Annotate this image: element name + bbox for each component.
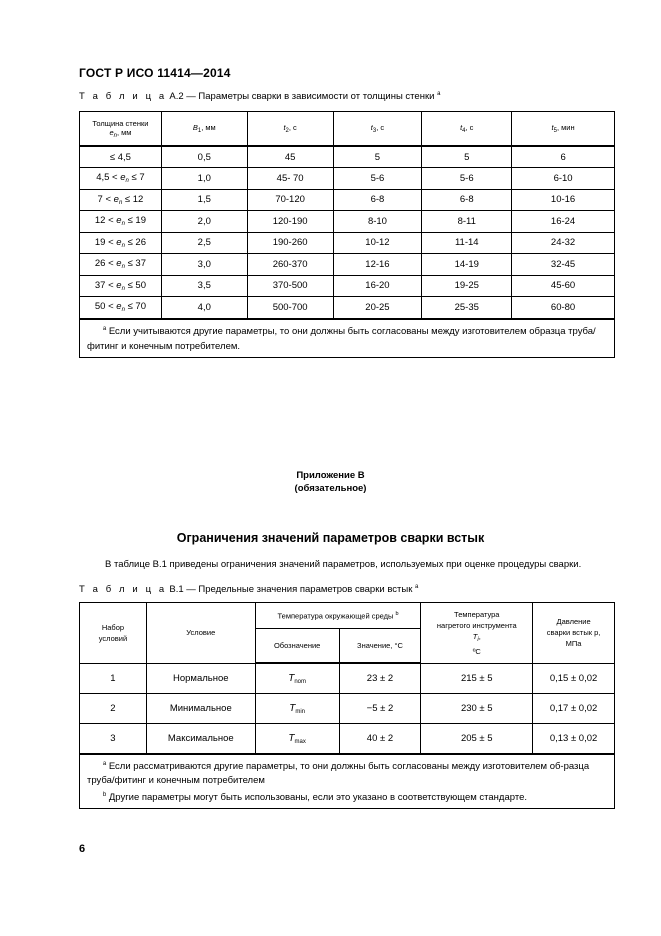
table-row [80,211,615,233]
caption-note-mark: a [415,584,419,590]
table-row [80,189,615,211]
header-pressure: Давление сварки встык p, МПа [533,603,615,664]
cell-tool-temp: 230 ± 5 [421,694,533,724]
table-a2-header-row [80,112,615,147]
cell-t3: 16-20 [333,275,422,297]
cell-thickness: ≤ 4,5 [80,146,162,168]
cell-t2: 70-120 [247,189,333,211]
caption-note-mark: a [437,91,441,97]
cell-t2: 120-190 [247,211,333,233]
cell-b1: 2,0 [161,211,247,233]
cell-b1: 3,5 [161,275,247,297]
cell-t5: 60-80 [512,297,615,319]
cell-t3: 5 [333,146,422,168]
table-row [80,254,615,276]
cell-condition: Минимальное [146,694,255,724]
header-set: Набор условий [80,603,147,664]
table-a2-footnote-row [80,319,615,358]
table-row [80,146,615,168]
cell-thickness: $19 < e_n \le 26$ [80,232,162,254]
cell-t4: 8-11 [422,211,512,233]
cell-set: 2 [80,694,147,724]
footnote-a: $^a$ Если рассматриваются другие параметры, то они должны быть согласованы между изготовителем об-разца труба/фитинг и конечным потребителем [87,761,590,787]
section-title: Ограничения значений параметров сварки встык [176,531,485,545]
cell-b1: 2,5 [161,232,247,254]
table-a2 [79,111,615,358]
appendix-status: (обязательное) [294,483,367,494]
header-t3: $t_3$, с [333,112,422,147]
cell-thickness: $26 < e_n \le 37$ [80,254,162,276]
cell-b1: 3,0 [161,254,247,276]
table-row [80,168,615,190]
intro-paragraph: В таблице В.1 приведены ограничения значений параметров, используемых при оценке процедуры сварки. [105,559,582,570]
cell-t4: 6-8 [422,189,512,211]
cell-t4: 5-6 [422,168,512,190]
cell-t4: 25-35 [422,297,512,319]
header-designation: Обозначение [255,629,339,664]
appendix-title: Приложение В [296,470,365,481]
cell-t3: 5-6 [333,168,422,190]
cell-thickness: $12 < e_n \le 19$ [80,211,162,233]
cell-condition: Максимальное [146,724,255,755]
cell-value: −5 ± 2 [339,694,421,724]
cell-t4: 14-19 [422,254,512,276]
table-row [80,724,615,755]
cell-t3: 20-25 [333,297,422,319]
header-b1: $B_1$, мм [161,112,247,147]
table-row [80,663,615,694]
cell-b1: 0,5 [161,146,247,168]
header-tool-temp: Температура нагретого инструмента $T_i$, ºС [421,603,533,664]
cell-t2: 260-370 [247,254,333,276]
cell-condition: Нормальное [146,663,255,694]
table-a2-footnote: $^a$ Если учитываются другие параметры, то они должны быть согласованы между изготовителем образца труба/фитинг и конечным потребителем. [80,319,615,358]
cell-t5: 6-10 [512,168,615,190]
cell-t2: 370-500 [247,275,333,297]
header-value: Значение, °С [339,629,421,664]
cell-pressure: 0,17 ± 0,02 [533,694,615,724]
page-number: 6 [79,843,86,855]
header-t5: $t_5$, мин [512,112,615,147]
cell-designation: $T_{nom}$ [255,663,339,694]
table-a2-caption [79,91,440,102]
cell-t5: 16-24 [512,211,615,233]
cell-b1: 4,0 [161,297,247,319]
footnote-b: $^b$ Другие параметры могут быть использованы, если это указано в соответствующем стандарте. [102,792,527,804]
cell-t4: 19-25 [422,275,512,297]
cell-t3: 6-8 [333,189,422,211]
header-ambient: Температура окружающей среды $^b$ [255,603,421,629]
table-row [80,297,615,319]
cell-designation: $T_{max}$ [255,724,339,755]
cell-value: 40 ± 2 [339,724,421,755]
appendix-heading [0,469,661,495]
cell-t2: 45- 70 [247,168,333,190]
table-b1-caption [79,584,418,595]
table-row [80,275,615,297]
cell-t5: 24-32 [512,232,615,254]
caption-text: В.1 — Предельные значения параметров сварки встык [166,584,413,596]
cell-t5: 45-60 [512,275,615,297]
caption-prefix: Т а б л и ц а [79,91,167,103]
caption-prefix: Т а б л и ц а [79,584,167,596]
header-condition: Условие [146,603,255,664]
cell-t3: 12-16 [333,254,422,276]
table-b1 [79,602,615,809]
cell-tool-temp: 205 ± 5 [421,724,533,755]
table-row [80,232,615,254]
cell-thickness: $4,5 < e_n \le 7$ [80,168,162,190]
cell-pressure: 0,15 ± 0,02 [533,663,615,694]
header-t4: $t_4$, с [422,112,512,147]
table-b1-footnote-row [80,754,615,809]
cell-thickness: $50 < e_n \le 70$ [80,297,162,319]
cell-t3: 8-10 [333,211,422,233]
cell-thickness: $7 < e_n \le 12$ [80,189,162,211]
cell-tool-temp: 215 ± 5 [421,663,533,694]
header-t2: $t_2$, с [247,112,333,147]
cell-t4: 11-14 [422,232,512,254]
header-thickness: Толщина стенки $e_n$, мм [80,112,162,147]
cell-t5: 10-16 [512,189,615,211]
cell-value: 23 ± 2 [339,663,421,694]
cell-set: 3 [80,724,147,755]
cell-designation: $T_{min}$ [255,694,339,724]
table-b1-footnotes [80,754,615,809]
cell-t3: 10-12 [333,232,422,254]
table-row [80,694,615,724]
document-header: ГОСТ Р ИСО 11414—2014 [79,66,231,80]
cell-thickness: $37 < e_n \le 50$ [80,275,162,297]
cell-t5: 32-45 [512,254,615,276]
cell-b1: 1,0 [161,168,247,190]
cell-b1: 1,5 [161,189,247,211]
cell-pressure: 0,13 ± 0,02 [533,724,615,755]
cell-t2: 190-260 [247,232,333,254]
cell-t5: 6 [512,146,615,168]
cell-t2: 45 [247,146,333,168]
caption-text: А.2 — Параметры сварки в зависимости от толщины стенки [166,91,435,103]
cell-t4: 5 [422,146,512,168]
table-b1-header-row [80,603,615,629]
cell-set: 1 [80,663,147,694]
cell-t2: 500-700 [247,297,333,319]
